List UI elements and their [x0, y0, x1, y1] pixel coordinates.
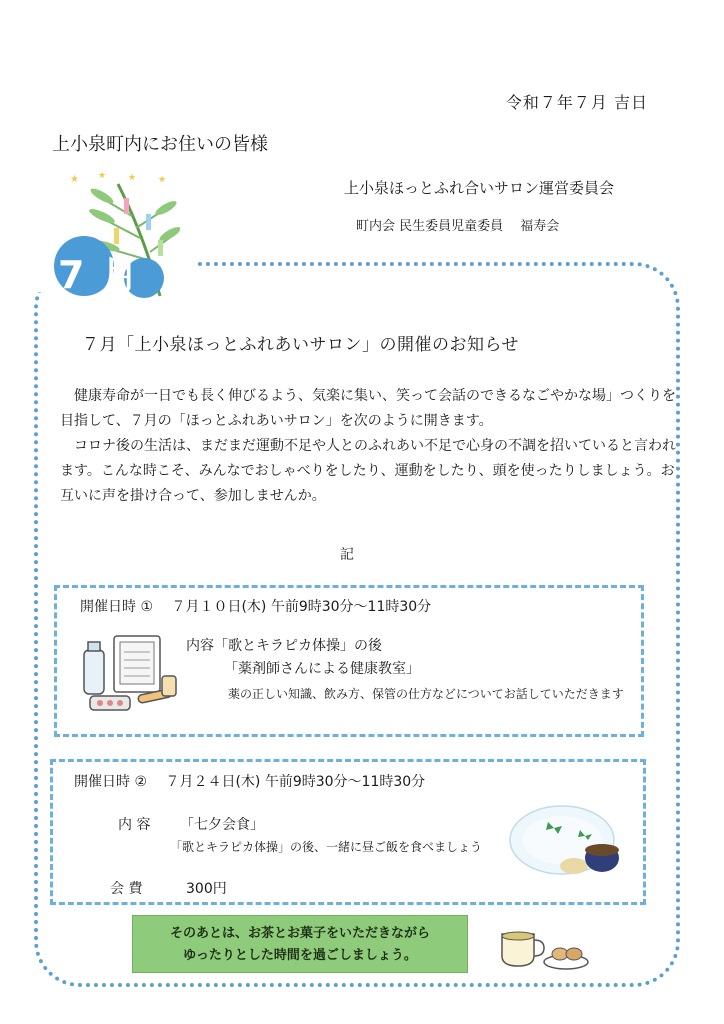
fee-label: 会 費 [110, 881, 143, 897]
reason-paragraph: コロナ後の生活は、まだまだ運動不足や人とのふれあい不足で心身の不調を招いていると言われます。こんな時こそ、みんなでおしゃべりをしたり、運動をしたり、頭を使ったりしましょう。お互いに声を掛け合って、参加しませんか。 [60, 438, 676, 504]
intro-paragraph: 健康寿命が一日でも長く伸びるよう、気楽に集い、笑って会話のできるなごやかな場」つくりを目指して、７月の「ほっとふれあいサロン」を次のように開きます。 [60, 388, 676, 429]
organizer-members: 町内会 民生委員児童委員 福寿会 [356, 219, 560, 234]
closing-banner [132, 915, 468, 973]
session2-datetime: 開催日時 ② ７月２４日(木) 午前9時30分～11時30分 [74, 774, 426, 790]
tea-and-sweets-illustration [496, 924, 592, 972]
organizer-name: 上小泉ほっとふれ合いサロン運営委員会 [344, 179, 615, 197]
month-badge: 7月 [58, 253, 155, 297]
ki-marker: 記 [340, 547, 354, 563]
svg-text:★: ★ [128, 173, 137, 183]
session1-datetime: 開催日時 ① ７月１０日(木) 午前9時30分～11時30分 [80, 599, 432, 615]
closing-line-2: ゆったりとした時間を過ごしましょう。 [183, 948, 417, 963]
session1-note: 薬の正しい知識、飲み方、保管の仕方などについてお話していただきます [228, 687, 624, 701]
session1-lecture: 「薬剤師さんによる健康教室」 [224, 661, 420, 677]
issue-date: 令和７年７月 吉日 [505, 93, 648, 112]
session1-content: 内容「歌とキラピカ体操」の後 [186, 638, 382, 654]
svg-text:★: ★ [158, 175, 167, 185]
closing-line-1: そのあとは、お茶とお菓子をいただきながら [169, 926, 430, 941]
medicine-illustration [80, 630, 196, 716]
addressee: 上小泉町内にお住いの皆様 [52, 134, 268, 155]
svg-text:★: ★ [70, 174, 79, 185]
fee-value: 300円 [186, 881, 227, 897]
svg-text:★: ★ [98, 171, 107, 181]
meal-illustration [508, 800, 628, 882]
session2-content-label: 内 容 [118, 817, 151, 833]
notice-title: ７月「上小泉ほっとふれあいサロン」の開催のお知らせ [82, 335, 519, 355]
session2-note: 「歌とキラピカ体操」の後、一緒に昼ご飯を食べましょう [170, 840, 483, 854]
session2-content: 「七夕会食」 [180, 817, 264, 833]
